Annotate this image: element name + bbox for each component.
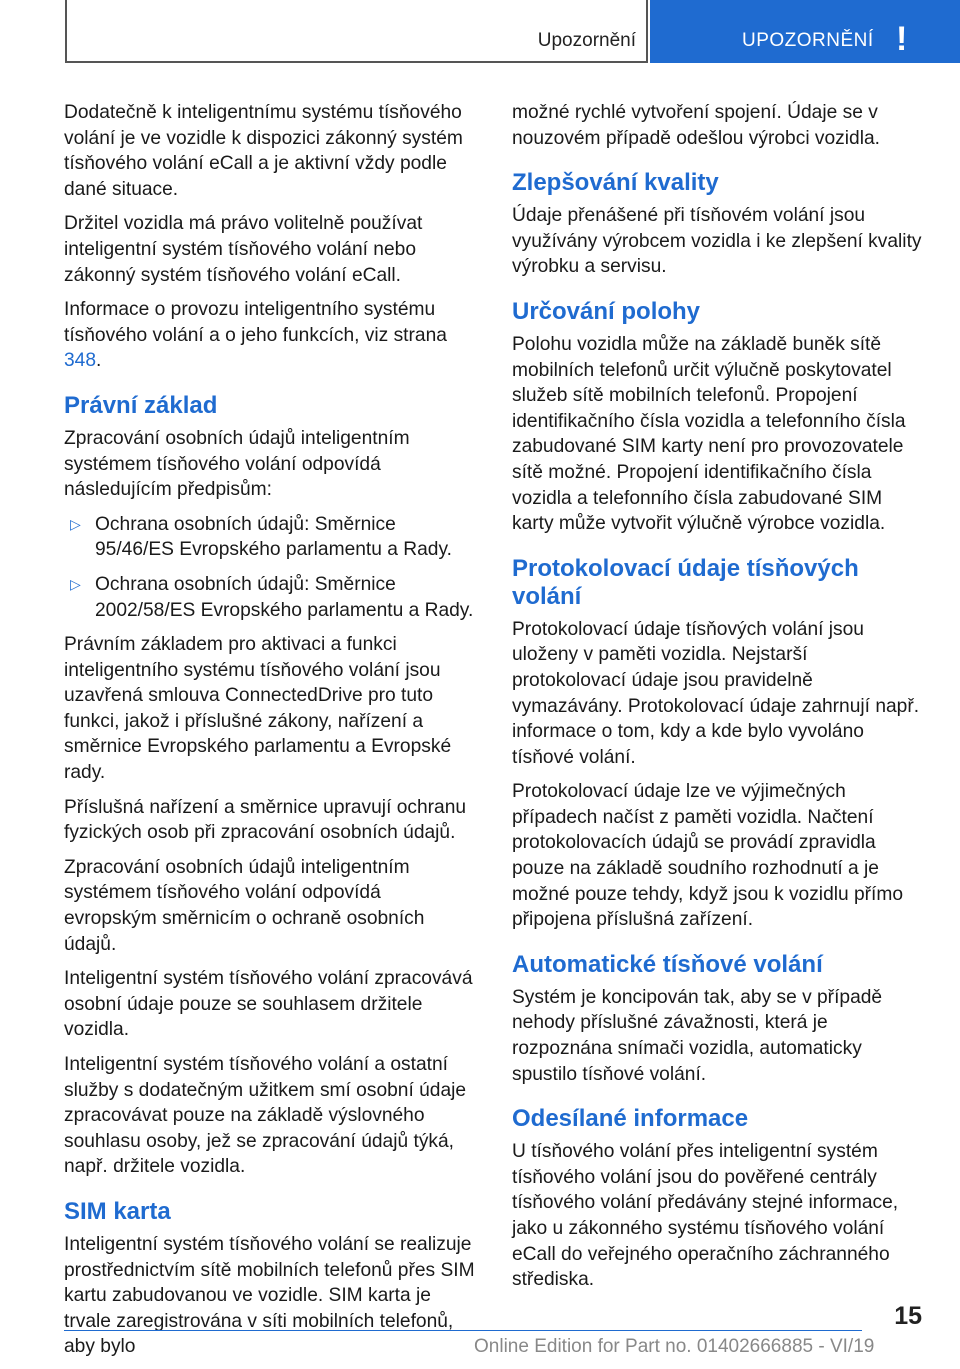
paragraph: možné rychlé vytvoření spojení. Údaje se v nouzovém případě odešlou výrobci vozidla. — [512, 102, 880, 149]
paragraph: Informace o provozu inteligentního systému tísňového volání a o jeho funkcích, viz strana 348. — [64, 299, 447, 372]
paragraph: Inteligentní systém tísňového volání a ostatní služby s dodatečným užitkem smí osobní údaje zpracovávat pouze na základě výslovného souhlasu osoby, jež se zpracování údajů týká, např. držitele vozidla. — [64, 1054, 467, 1178]
page-number: 15 — [894, 1302, 922, 1330]
heading-automatic-call: Automatické tísňové volání — [512, 950, 823, 978]
heading-position: Určování polohy — [512, 297, 701, 325]
paragraph: Inteligentní systém tísňového volání se realizuje prostřednictvím sítě mobilních telefonů přes SIM kartu zabudovanou ve vozidle. SIM karta je trvale zaregistrována v síti mobilních telefonů, aby bylo — [64, 1233, 475, 1358]
paragraph: Zpracování osobních údajů inteligentním systémem tísňového volání odpovídá následujícím předpisům: — [64, 427, 410, 501]
paragraph: Protokolovací údaje tísňových volání jsou uloženy v paměti vozidla. Nejstarší protokolovací údaje jsou pravidelně vymazávány. Protokolovací údaje zahrnují např. informace o tom, kdy a kde bylo vyvoláno tísňové volání. — [512, 618, 920, 768]
section-title: Upozornění — [537, 30, 636, 51]
list-item: ▷ Ochrana osobních údajů: Směrnice 2002/58/ES Evropského parlamentu a Rady. — [64, 572, 478, 623]
heading-log-data: Protokolovací údaje tísňových volání — [512, 554, 859, 610]
page-link[interactable]: 348 — [64, 350, 97, 372]
paragraph: Právním základem pro aktivaci a funkci inteligentního systému tísňového volání jsou uzavřená smlouva ConnectedDrive pro tuto funkci, jakož i příslušné zákony, nařízení a směrnice Evropského parlamentu a Evropské rady. — [64, 634, 452, 784]
list-item: ▷ Ochrana osobních údajů: Směrnice 95/46/ES Evropského parlamentu a Rady. — [64, 512, 478, 563]
heading-legal-basis: Právní základ — [64, 391, 218, 419]
paragraph: Držitel vozidla má právo volitelně používat inteligentní systém tísňového volání nebo zákonný systém tísňového volání eCall. — [64, 213, 423, 286]
paragraph: Polohu vozidla může na základě buněk sítě mobilních telefonů určit výlučně poskytovatel služeb sítě mobilních telefonů. Propojení identifikačního čísla vozidla a telefonního čísla zabudované SIM karty není pro provozovatele sítě možné. Propojení identifikačního čísla vozidla a telefonního čísla zabudované SIM karty může vytvořit výlučně výrobce vozidla. — [512, 333, 906, 535]
left-column — [64, 100, 478, 1369]
footer-divider — [64, 1330, 862, 1331]
heading-quality: Zlepšování kvality — [512, 169, 719, 197]
heading-sent-info: Odesílané informace — [512, 1105, 749, 1133]
right-column — [512, 100, 926, 1302]
paragraph: Protokolovací údaje lze ve výjimečných případech načíst z paměti vozidla. Načtení protokolovacích údajů se provádí zpravidla pouze na základě soudního rozhodnutí a je možné pouze tehdy, když jsou k vozidlu přímo připojena příslušná zařízení. — [512, 781, 904, 931]
bullet-triangle-icon: ▷ — [70, 515, 81, 532]
paragraph: Systém je koncipován tak, aby se v případě nehody příslušné závažnosti, která je rozpoznána snímači vozidla, automaticky spustilo tísňové volání. — [512, 986, 883, 1085]
paragraph: U tísňového volání přes inteligentní systém tísňového volání jsou do pověřené centrály tísňového volání předávány stejné informace, jako u zákonného systému tísňového volání eCall do veřejného operačního záchranného střediska. — [512, 1141, 899, 1291]
paragraph: Příslušná nařízení a směrnice upravují ochranu fyzických osob při zpracování osobních údajů. — [64, 796, 467, 844]
paragraph: Údaje přenášené při tísňovém volání jsou využívány výrobcem vozidla i ke zlepšení kvality výrobku a servisu. — [512, 205, 922, 278]
paragraph: Zpracování osobních údajů inteligentním systémem tísňového volání odpovídá evropským směrnicím o ochraně osobních údajů. — [64, 856, 425, 955]
heading-sim-card: SIM karta — [64, 1197, 171, 1225]
paragraph: Dodatečně k inteligentnímu systému tísňového volání je ve vozidle k dispozici zákonný systém tísňového volání eCall a je aktivní vždy podle dané situace. — [64, 102, 463, 200]
chapter-label: UPOZORNĚNÍ — [742, 30, 874, 51]
warning-icon: ! — [896, 20, 908, 58]
chapter-tab[interactable] — [650, 0, 960, 63]
paragraph: Inteligentní systém tísňového volání zpracovává osobní údaje pouze se souhlasem držitele vozidla. — [64, 968, 473, 1041]
bullet-triangle-icon: ▷ — [70, 575, 81, 592]
edition-note: Online Edition for Part no. 01402666885 - VI/19 — [474, 1336, 875, 1357]
